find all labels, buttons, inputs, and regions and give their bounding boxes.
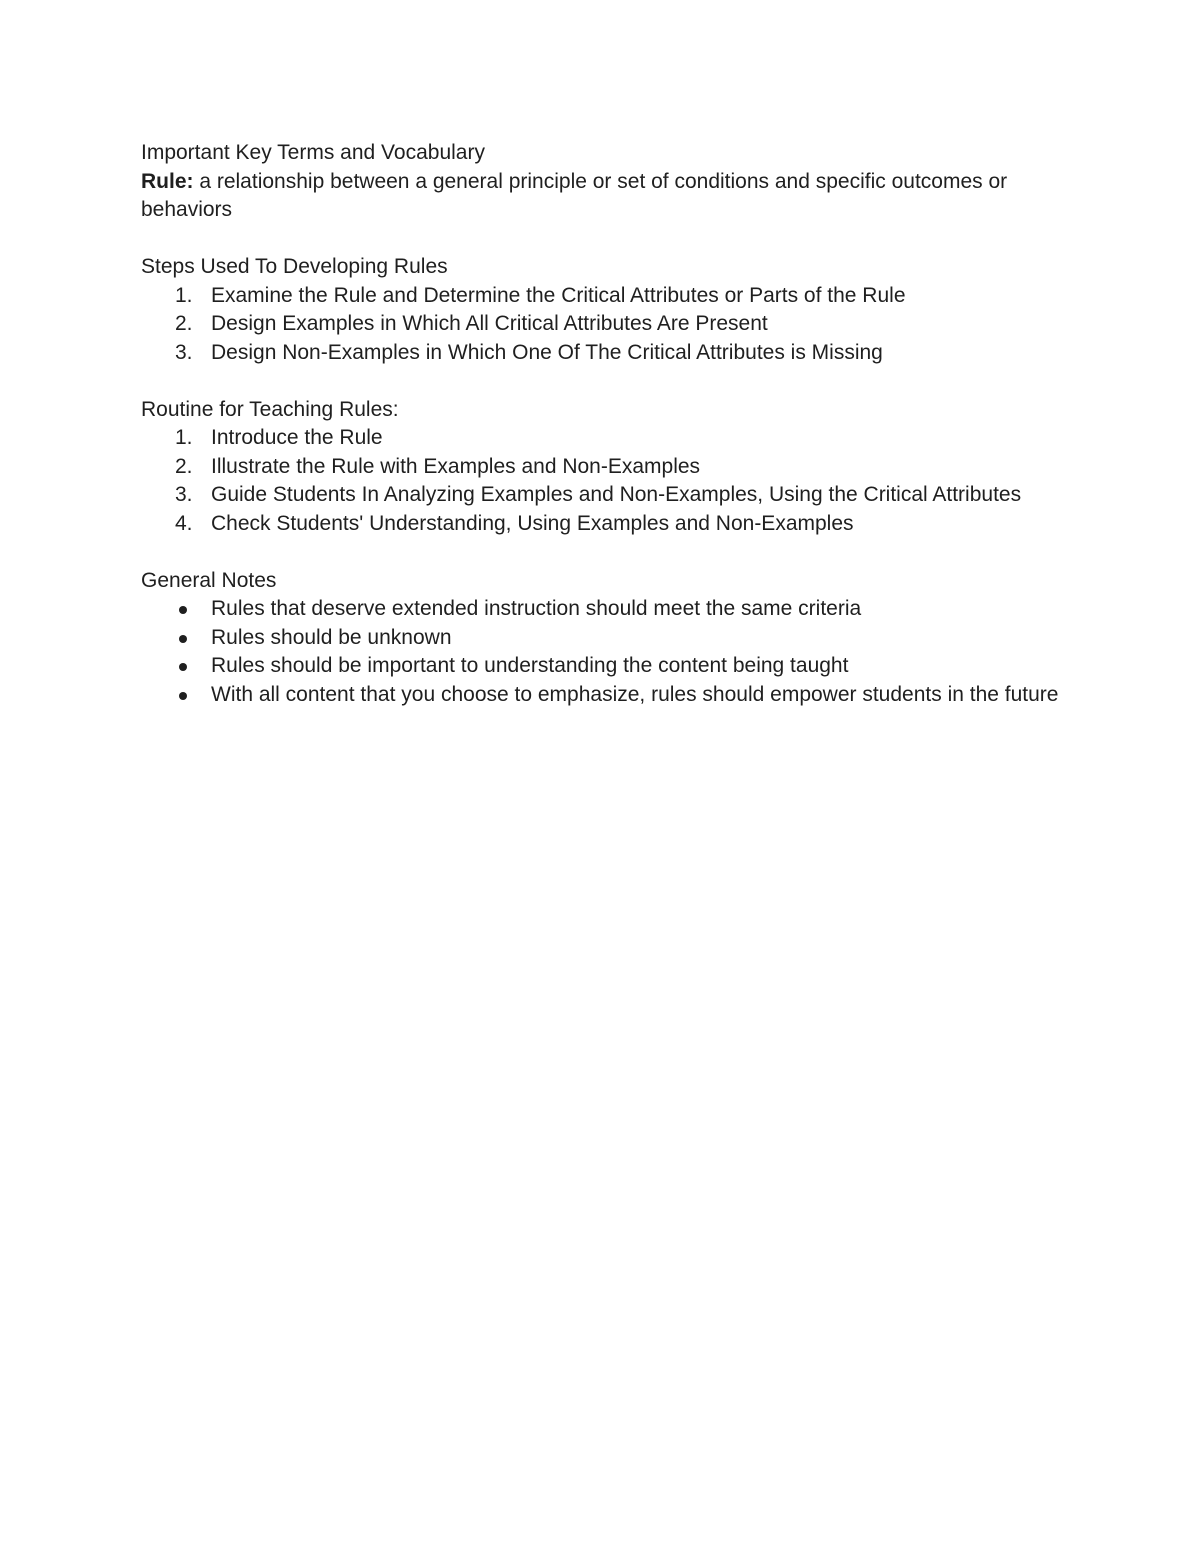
notes-list [141, 595, 1061, 709]
spacer [141, 225, 1061, 254]
list-item-text: Design Non-Examples in Which One Of The Critical Attributes is Missing [211, 340, 883, 364]
spacer [141, 538, 1061, 567]
list-number: 1. [175, 283, 193, 307]
list-number: 2. [175, 454, 193, 478]
bullet-icon [179, 606, 187, 614]
list-number: 2. [175, 312, 193, 335]
list-item [141, 339, 1061, 368]
bullet-icon [179, 692, 187, 700]
list-number: 1. [175, 426, 193, 449]
list-item [141, 681, 1061, 710]
list-item-text: Rules should be important to understanding the content being taught [211, 654, 849, 677]
steps-heading: Steps Used To Developing Rules [141, 255, 448, 278]
vocab-heading: Important Key Terms and Vocabulary [141, 141, 485, 164]
list-item [141, 624, 1061, 653]
list-item [141, 481, 1061, 510]
bullet-icon [179, 663, 187, 671]
list-item-text: With all content that you choose to emphasize, rules should empower students in the future [211, 682, 1059, 706]
list-item [141, 282, 1061, 311]
notes-heading: General Notes [141, 568, 277, 592]
bullet-icon [179, 635, 187, 643]
list-number: 4. [175, 511, 193, 535]
routine-list [141, 424, 1061, 538]
list-item-text: Examine the Rule and Determine the Critical Attributes or Parts of the Rule [211, 283, 906, 307]
routine-heading: Routine for Teaching Rules: [141, 397, 399, 421]
list-item-text: Rules should be unknown [211, 625, 452, 649]
list-item-text: Guide Students In Analyzing Examples and Non-Examples, Using the Critical Attributes [211, 483, 1022, 506]
rule-term: Rule: [141, 169, 194, 193]
steps-list [141, 282, 1061, 368]
list-item-text: Check Students' Understanding, Using Examples and Non-Examples [211, 511, 854, 535]
list-number: 3. [175, 340, 193, 364]
list-item [141, 652, 1061, 681]
list-item [141, 424, 1061, 453]
rule-definition [141, 168, 1061, 225]
list-item-text: Rules that deserve extended instruction should meet the same criteria [211, 597, 862, 620]
list-item [141, 595, 1061, 624]
list-item-text: Design Examples in Which All Critical Attributes Are Present [211, 312, 768, 335]
list-number: 3. [175, 483, 193, 506]
list-item [141, 510, 1061, 539]
list-item-text: Illustrate the Rule with Examples and Non-Examples [211, 454, 701, 478]
list-item [141, 453, 1061, 482]
document-page [141, 139, 1061, 709]
list-item [141, 310, 1061, 339]
spacer [141, 367, 1061, 396]
list-item-text: Introduce the Rule [211, 426, 383, 449]
rule-definition-text: a relationship between a general principle or set of conditions and specific outcomes or behaviors [141, 169, 1008, 221]
